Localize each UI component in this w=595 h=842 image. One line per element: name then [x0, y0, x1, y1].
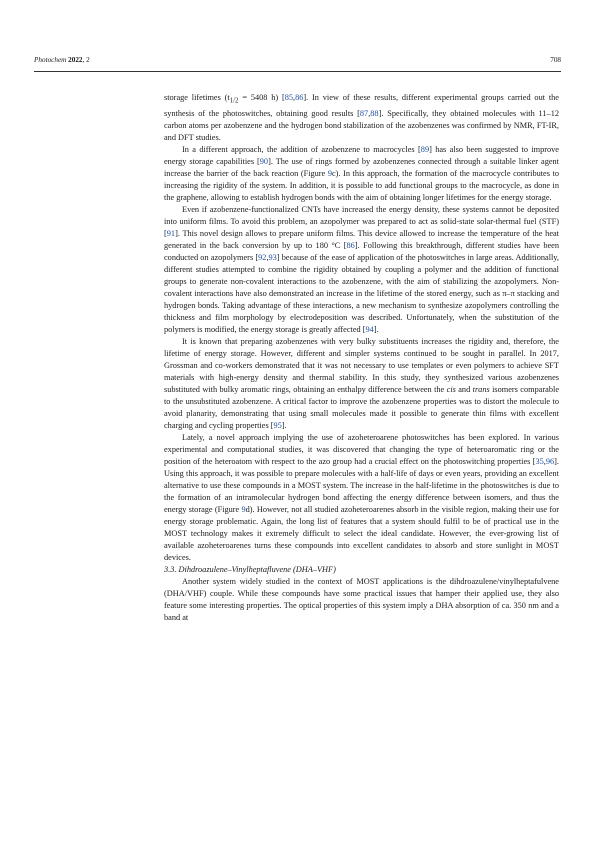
text-run: Even if azobenzene-functionalized CNTs have increased the energy density, these systems cannot be deposited into uniform films. To avoid this problem, an azopolymer was prepared to act as solid-state solar-thermal fuel (STF) [	[164, 204, 559, 238]
journal-volume: , 2	[82, 56, 90, 64]
section-heading	[164, 564, 559, 576]
article-body	[164, 92, 559, 624]
text-run: isomers comparable to the unsubstituted azobenzene. A critical factor to improve the azobenzene properties was to distort the molecule to avoid planarity, demonstrating that using small molecules made it possible to generate thin films with excellent charging and cycling properties [	[164, 384, 560, 430]
text-run: Another system widely studied in the context of MOST applications is the dihdroazulene/vinylheptafulvene (DHA/VHF) couple. While these compounds have some practical issues that hamper their applied use, they also feature some interesting properties. The optical properties of this system imply a DHA absorption of ca. 350 nm and a band at	[164, 576, 559, 622]
citation-link[interactable]: 85	[284, 93, 294, 102]
text-run: ]. This novel design allows to prepare uniform films. This device allowed to increase the temperature of the heat generated in the back conversion by up to 180 °C [	[164, 228, 559, 250]
text-run: ] because of the ease of application of the photoswitches in large areas. Additionally, different studies attempted to combine the rigidity obtained by coupling a polymer and the addition of functional groups to generate non-covalent interactions to the azobenzene, with the aim of stabilizing the azopolymers. Non-covalent interactions have also demonstrated an increase in the lifetime of the stored energy, such as π–π stacking and hydrogen bonds. Taking advantage of these interactions, a new mechanism to synthesize azopolymers controlling the thickness and film morphology by electrodeposition was described. Unfortunately, when the substitution of the polymers is modified, the energy storage is greatly affected [	[164, 252, 559, 334]
body-paragraph	[164, 144, 559, 204]
running-header	[34, 56, 561, 68]
text-run: ].	[373, 324, 379, 334]
text-run: Lately, a novel approach implying the use of azoheteroarene photoswitches has been explored. In various experimental and computational studies, it was discovered that changing the type of heteroaromatic ring or the position of the heteroatom with respect to the azo group had a crucial effect on the photoswitching properties [	[164, 432, 559, 466]
page-number: 708	[550, 56, 561, 64]
subscript: 1/2	[229, 97, 239, 105]
body-paragraph	[164, 336, 559, 432]
text-run: c). In this approach, the formation of the macrocycle contributes to increasing the rigidity of the system. In addition, it is possible to add functional groups to the macrocycle, as done in the graphene, allowing to establish hydrogen bonds with the aim of obtaining longer lifetimes for the energy storage.	[164, 168, 559, 202]
text-run: d). However, not all studied azoheteroarenes absorb in the visible region, making their use for energy storage problematic. Again, the long list of features that a system should fulfil to be of practical use in the MOST technology makes it extremely difficult to select the ideal candidate. However, the ever-growing list of available azoheteroarenes turns these compounds into excellent candidates to absorb and store sunlight in MOST devices.	[164, 504, 560, 562]
citation-link[interactable]: 96	[545, 456, 555, 466]
text-run: ]. The use of rings formed by azobenzenes connected through a suitable linker agent increase the barrier of the back reaction (Figure	[164, 156, 559, 178]
text-run: ,	[368, 108, 371, 118]
body-paragraph	[164, 576, 559, 624]
citation-link[interactable]: 9	[241, 504, 246, 514]
journal-citation	[34, 56, 90, 64]
citation-link[interactable]: 93	[268, 252, 277, 262]
citation-link[interactable]: 94	[365, 324, 374, 334]
text-run: storage lifetimes (t	[164, 93, 230, 102]
text-run: ,	[266, 252, 269, 262]
citation-link[interactable]: 87	[359, 108, 369, 118]
text-run: ]. In view of these results, different experimental groups carried out the synthesis of the photoswitches, obtaining good results [	[164, 93, 559, 118]
text-run: It is known that preparing azobenzenes with very bulky substituents increases the rigidity and, therefore, the lifetime of energy storage. However, different and simpler systems continued to be sought in parallel. In 2017, Grossman and co-workers demonstrated that it was not necessary to use templates or even polymers to achieve SFT materials with high-energy density and thermal stability. In this study, they synthesized various azobenzenes substituted with bulky aromatic rings, obtaining an enthalpy difference between the	[164, 336, 559, 394]
journal-year: 2022	[68, 56, 83, 64]
citation-link[interactable]: 86	[346, 240, 355, 250]
citation-link[interactable]: 91	[166, 228, 176, 238]
text-run: and	[455, 384, 473, 394]
citation-link[interactable]: 89	[420, 144, 430, 154]
citation-link[interactable]: 86	[295, 93, 304, 102]
body-paragraph	[164, 204, 559, 336]
citation-link[interactable]: 92	[258, 252, 267, 262]
body-paragraph	[164, 92, 559, 144]
citation-link[interactable]: 9	[327, 168, 332, 178]
text-run: = 5408 h) [	[238, 93, 285, 102]
text-run: ] has also been suggested to improve energy storage capabilities [	[164, 144, 559, 166]
text-run: In a different approach, the addition of azobenzene to macrocycles [	[182, 144, 421, 154]
text-run: ].	[281, 420, 287, 430]
journal-name: Photochem	[34, 56, 67, 64]
header-rule	[34, 71, 561, 72]
body-paragraph	[164, 432, 559, 564]
citation-link[interactable]: 88	[370, 108, 379, 118]
text-run: ]. Following this breakthrough, different studies have been conducted on azopolymers [	[164, 240, 559, 262]
italic-term: cis	[446, 384, 456, 394]
text-run: ,	[293, 93, 296, 102]
text-run: 3.3. Dihdroazulene–Vinylheptafluvene (DHA–VHF)	[164, 564, 336, 574]
citation-link[interactable]: 95	[273, 420, 282, 430]
text-run: ]. Using this approach, it was possible to prepare molecules with a half-life of days or even years, providing an excellent alternative to use these compounds in a MOST system. The increase in the half-lifetime in the photoswitches is due to the formation of an intramolecular hydrogen bond affecting the energy difference between isomers, and thus the energy storage (Figure	[164, 456, 559, 514]
text-run: ,	[543, 456, 546, 466]
text-run: ]. Specifically, they obtained molecules with 11–12 carbon atoms per azobenzene and the hydrogen bond stabilization of the azobenzenes was confirmed by NMR, FT-IR, and DFT studies.	[164, 108, 559, 142]
italic-term: trans	[472, 384, 490, 394]
citation-link[interactable]: 90	[259, 156, 269, 166]
citation-link[interactable]: 35	[535, 456, 544, 466]
